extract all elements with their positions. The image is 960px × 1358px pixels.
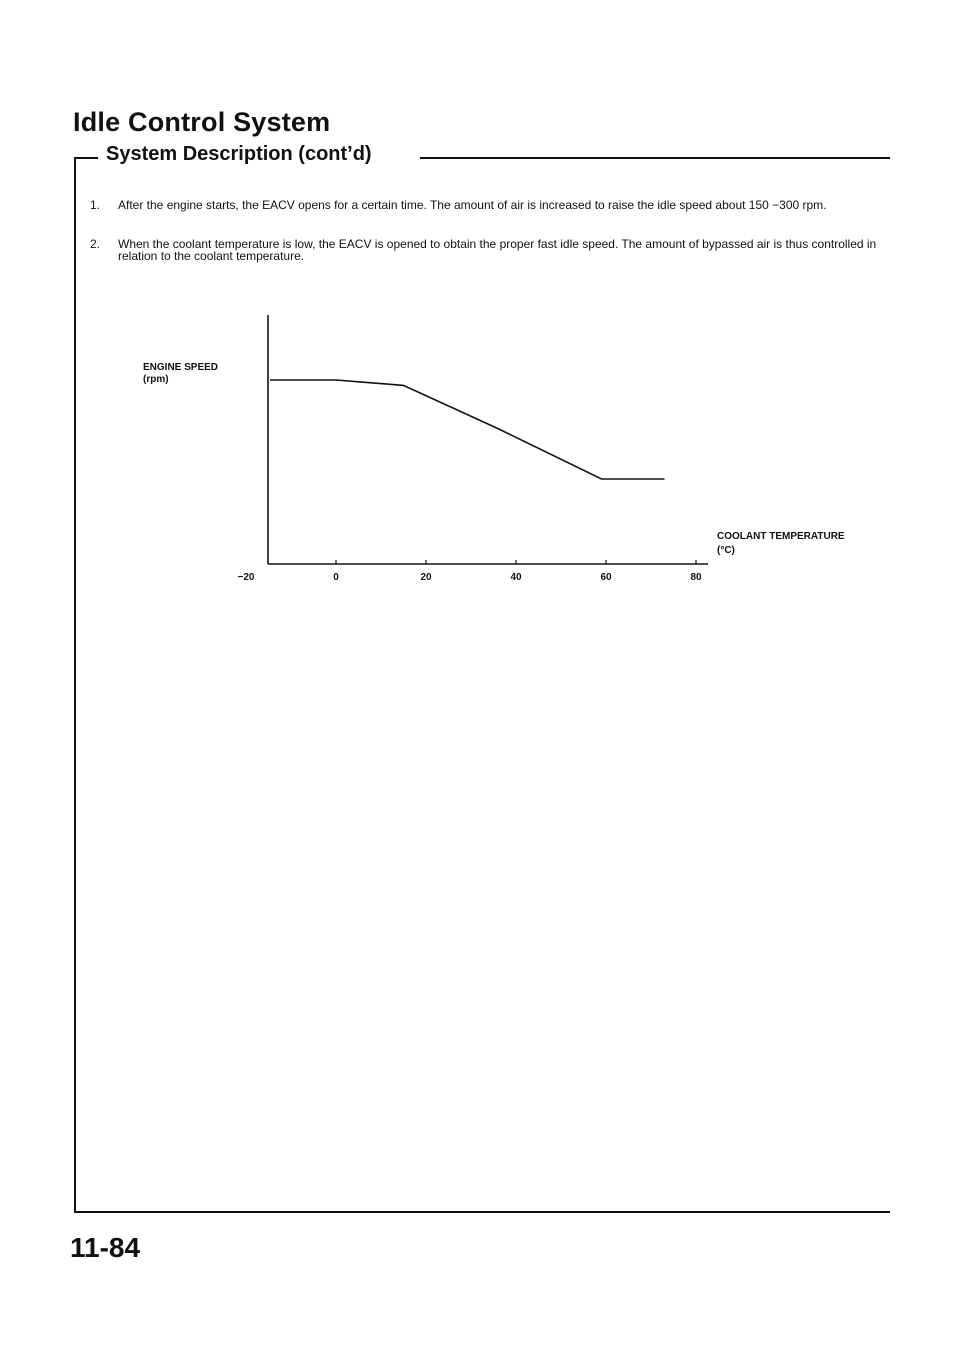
frame-bottom-rule: [74, 1211, 890, 1213]
chart-x-tick-label: 80: [690, 572, 702, 583]
paragraph-2-text: When the coolant temperature is low, the EACV is opened to obtain the proper fast idle speed. The amount of bypassed air is thus controlled in relation to the coolant temperature.: [118, 237, 877, 263]
chart-series-line: [270, 380, 665, 479]
chart-x-tick-label: −20: [237, 572, 255, 583]
chart-y-axis-title: ENGINE SPEED: [143, 362, 219, 373]
chart-x-tick-label: 0: [333, 572, 339, 583]
chart-x-axis-unit: (°C): [717, 545, 735, 556]
chart-y-axis-unit: (rpm): [143, 374, 169, 385]
paragraph-2-number: 2.: [90, 237, 101, 251]
page-title: Idle Control System: [73, 107, 331, 137]
chart-x-tick-label: 40: [510, 572, 522, 583]
paragraph-1-number: 1.: [90, 198, 101, 212]
paragraph-1-text: After the engine starts, the EACV opens for a certain time. The amount of air is increased to raise the idle speed about 150 −300 rpm.: [118, 198, 827, 212]
chart-x-axis-title: COOLANT TEMPERATURE: [717, 531, 845, 542]
chart-x-tick-label: 20: [420, 572, 432, 583]
section-title: System Description (cont’d): [106, 143, 372, 165]
page-number: 11-84: [70, 1232, 141, 1263]
chart-x-tick-label: 60: [600, 572, 612, 583]
